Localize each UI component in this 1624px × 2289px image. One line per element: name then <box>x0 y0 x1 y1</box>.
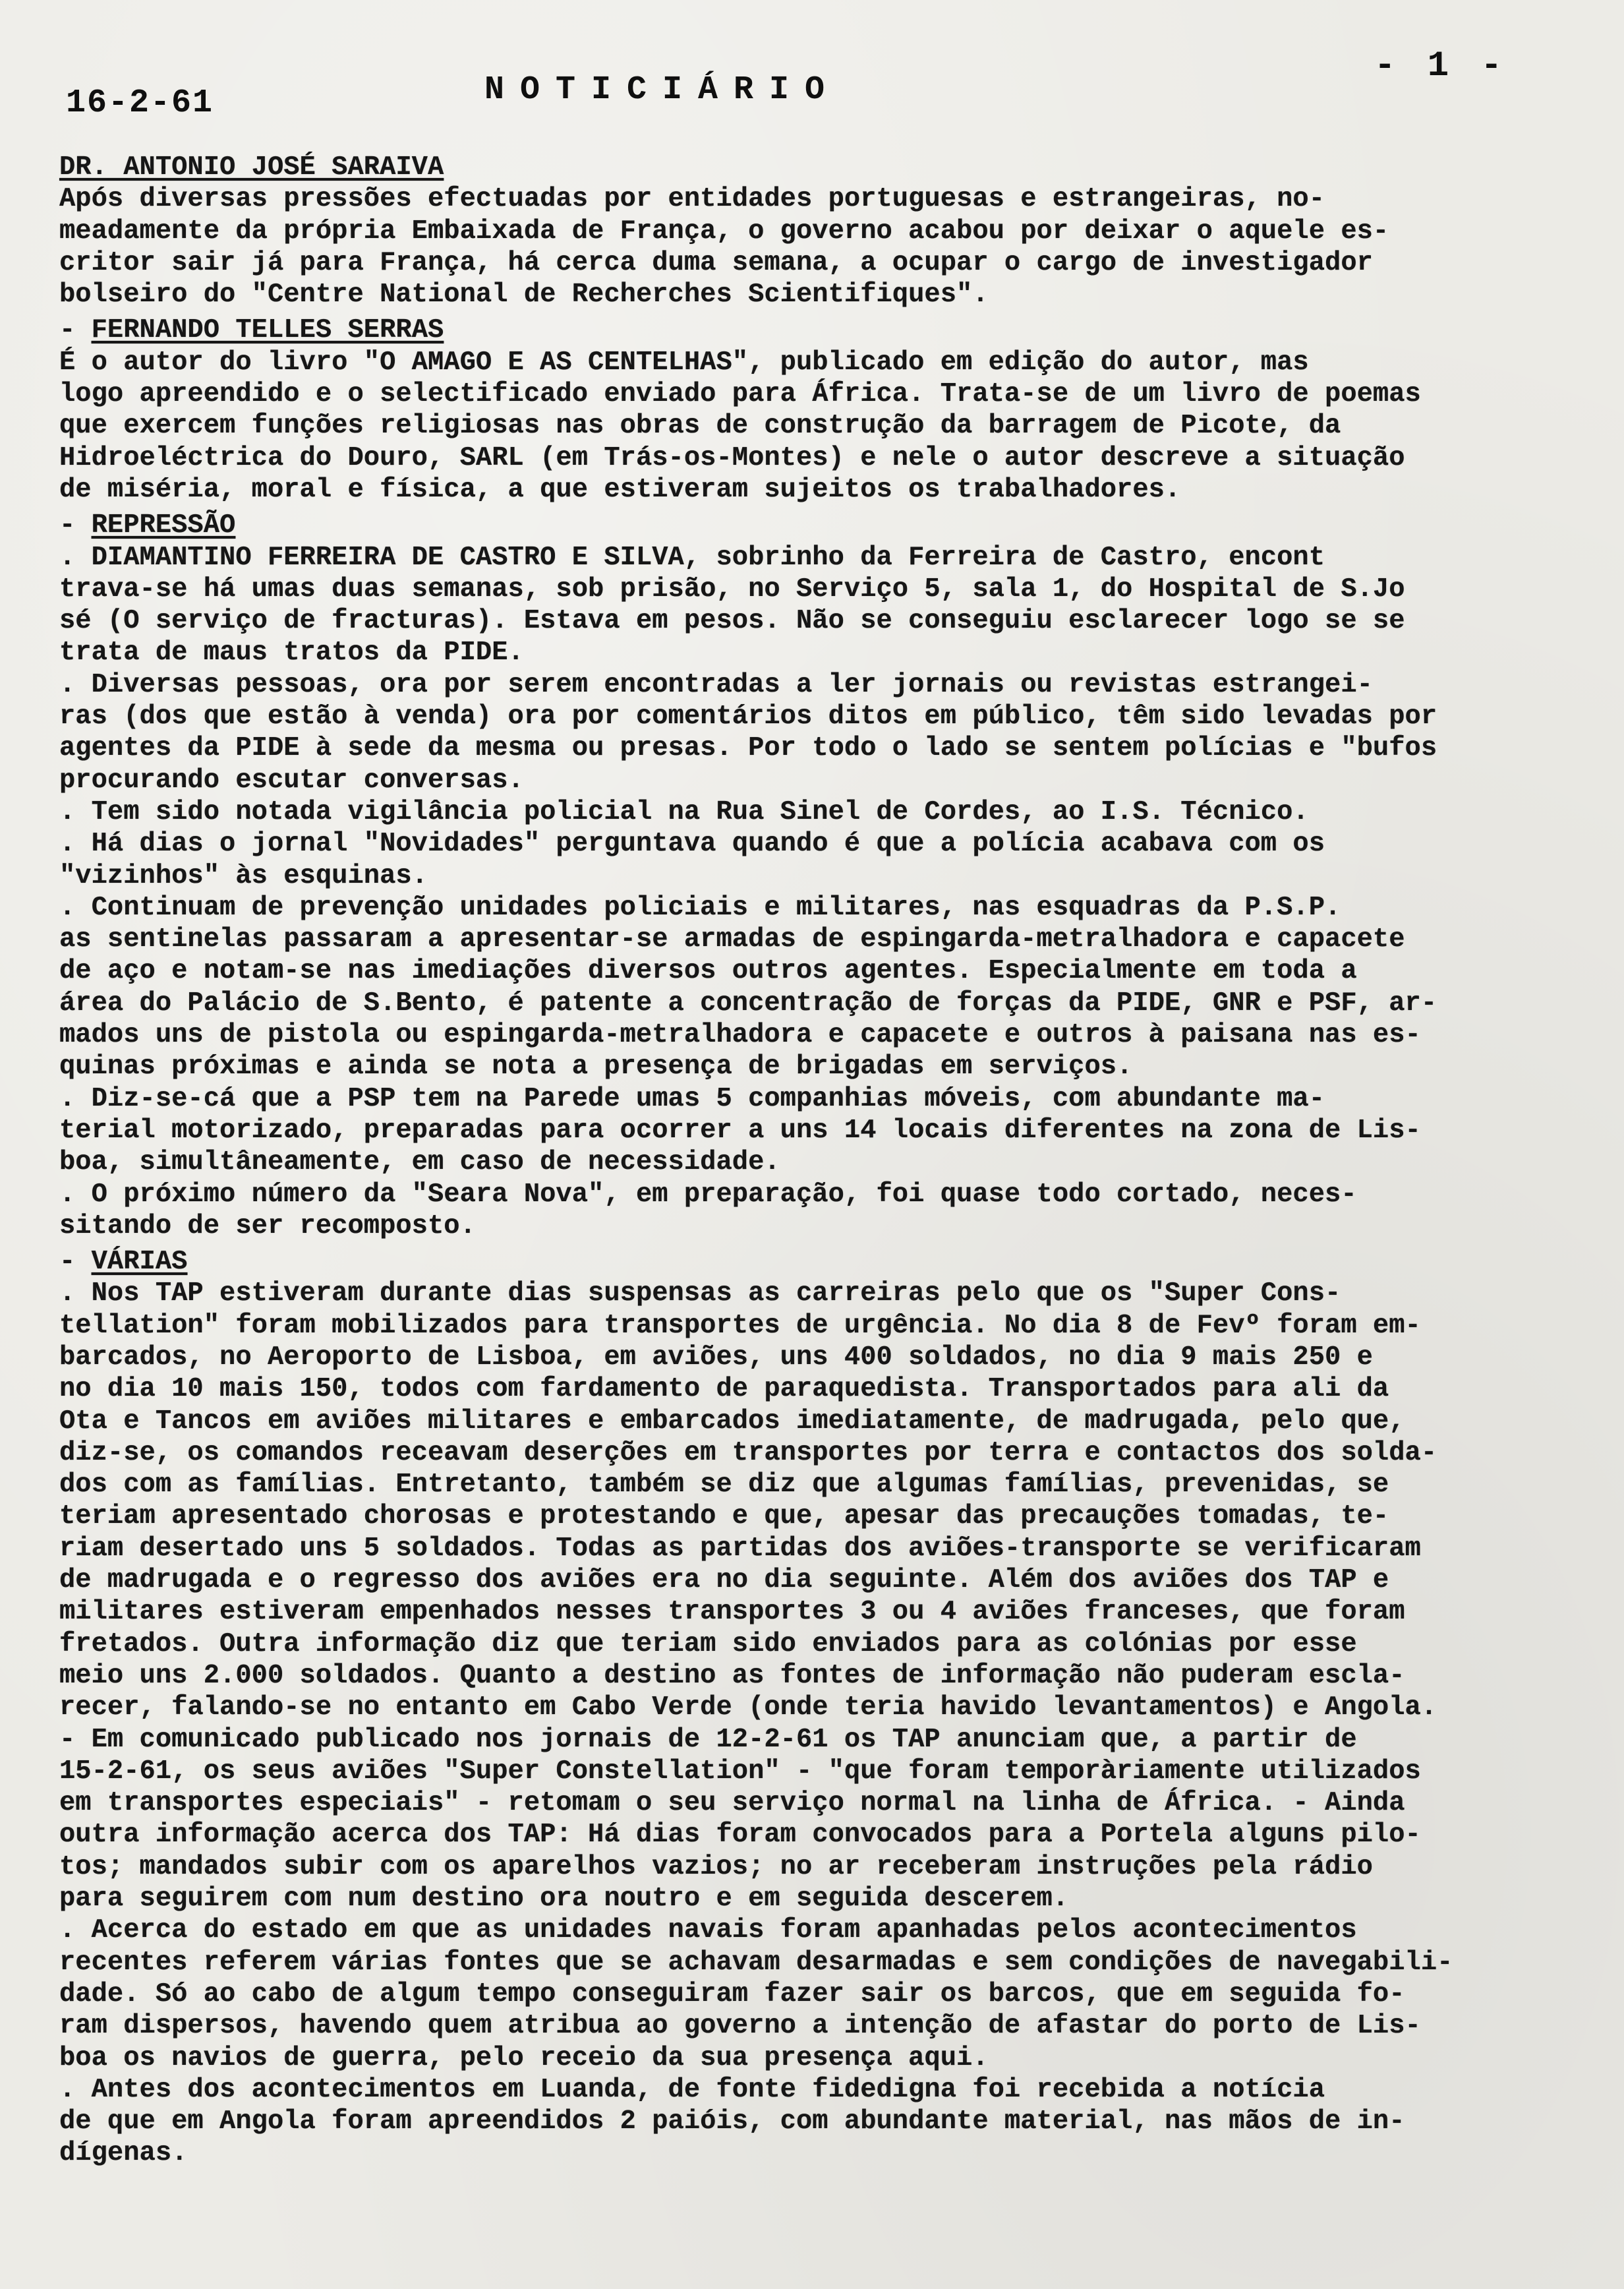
text-line: critor sair já para França, há cerca duma semana, a ocupar o cargo de investigador <box>59 247 1373 278</box>
text-line: dos com as famílias. Entretanto, também se diz que algumas famílias, prevenidas, se <box>59 1470 1389 1501</box>
text-line: mados uns de pistola ou espingarda-metralhadora e capacete e outros à paisana nas es- <box>59 1020 1421 1051</box>
section-varias <box>59 1246 1602 2170</box>
text-line: - Em comunicado publicado nos jornais de 12-2-61 os TAP anunciam que, a partir de <box>59 1724 1357 1755</box>
text-line: tos; mandados subir com os aparelhos vazios; no ar receberam instruções pela rádio <box>59 1851 1373 1882</box>
text-line: teriam apresentado chorosas e protestando e que, apesar das precauções tomadas, te- <box>59 1501 1389 1532</box>
text-line: boa os navios de guerra, pelo receio da sua presença aqui. <box>59 2042 989 2073</box>
text-line: de que em Angola foram apreendidos 2 paióis, com abundante material, nas mãos de in- <box>59 2106 1405 2137</box>
text-line: . Há dias o jornal "Novidades" perguntava quando é que a polícia acabava com os <box>59 829 1325 860</box>
text-line: diz-se, os comandos receavam deserções em transportes por terra e contactos dos solda- <box>59 1437 1437 1468</box>
text-line: 15-2-61, os seus aviões "Super Constellation" - "que foram temporàriamente utilizados <box>59 1756 1421 1787</box>
text-line: sitando de ser recomposto. <box>59 1210 476 1241</box>
text-line: recentes referem várias fontes que se achavam desarmadas e sem condições de navegabili- <box>59 1947 1453 1978</box>
text-line: barcados, no Aeroporto de Lisboa, em aviões, uns 400 soldados, no dia 9 mais 250 e <box>59 1342 1373 1373</box>
text-line: . Diversas pessoas, ora por serem encontradas a ler jornais ou revistas estrangei- <box>59 669 1373 700</box>
text-line: de madrugada e o regresso dos aviões era no dia seguinte. Além dos aviões dos TAP e <box>59 1565 1389 1596</box>
section-heading: DR. ANTONIO JOSÉ SARAIVA <box>59 152 444 183</box>
section-telles-serras <box>59 314 1602 506</box>
text-line: recer, falando-se no entanto em Cabo Verde (onde teria havido levantamentos) e Angola. <box>59 1692 1437 1723</box>
text-line: agentes da PIDE à sede da mesma ou presas. Por todo o lado se sentem polícias e "bufos <box>59 733 1437 764</box>
text-line: meadamente da própria Embaixada de França, o governo acabou por deixar o aquele es- <box>59 216 1389 247</box>
section-repressao <box>59 510 1602 1242</box>
text-line: fretados. Outra informação diz que teriam sido enviados para as colónias por esse <box>59 1628 1357 1659</box>
text-line: de miséria, moral e física, a que estiveram sujeitos os trabalhadores. <box>59 474 1181 505</box>
text-line: . DIAMANTINO FERREIRA DE CASTRO E SILVA, sobrinho da Ferreira de Castro, encont <box>59 542 1325 573</box>
text-line: . Diz-se-cá que a PSP tem na Parede umas 5 companhias móveis, com abundante ma- <box>59 1083 1325 1114</box>
text-line: meio uns 2.000 soldados. Quanto a destino as fontes de informação não puderam escla- <box>59 1660 1405 1691</box>
text-line: militares estiveram empenhados nesses transportes 3 ou 4 aviões franceses, que foram <box>59 1597 1405 1628</box>
text-line: ras (dos que estão à venda) ora por comentários ditos em público, têm sido levadas por <box>59 701 1437 732</box>
text-line: . O próximo número da "Seara Nova", em preparação, foi quase todo cortado, neces- <box>59 1179 1357 1210</box>
text-line: riam desertado uns 5 soldados. Todas as partidas dos aviões-transporte se verificaram <box>59 1533 1421 1564</box>
text-line: logo apreendido e o selectificado enviado para África. Trata-se de um livro de poemas <box>59 379 1421 410</box>
text-line: trava-se há umas duas semanas, sob prisão, no Serviço 5, sala 1, do Hospital de S.Jo <box>59 574 1405 605</box>
text-line: as sentinelas passaram a apresentar-se armadas de espingarda-metralhadora e capacete <box>59 924 1405 955</box>
text-line: . Continuam de prevenção unidades policiais e militares, nas esquadras da P.S.P. <box>59 892 1341 923</box>
text-line: . Nos TAP estiveram durante dias suspensas as carreiras pelo que os "Super Cons- <box>59 1278 1341 1309</box>
document-body <box>59 152 1602 2170</box>
text-line: procurando escutar conversas. <box>59 765 524 796</box>
text-line: que exercem funções religiosas nas obras de construção da barragem de Picote, da <box>59 411 1341 442</box>
section-heading: - VÁRIAS <box>59 1247 188 1278</box>
text-line: bolseiro do "Centre National de Recherches Scientifiques". <box>59 280 989 311</box>
text-line: dígenas. <box>59 2138 188 2169</box>
document-title: NOTICIÁRIO <box>484 71 841 109</box>
text-line: É o autor do livro "O AMAGO E AS CENTELHAS", publicado em edição do autor, mas <box>59 347 1309 378</box>
text-line: quinas próximas e ainda se nota a presença de brigadas em serviços. <box>59 1052 1133 1083</box>
text-line: tellation" foram mobilizados para transportes de urgência. No dia 8 de Fevº foram em- <box>59 1310 1421 1341</box>
document-date: 16-2-61 <box>66 84 214 122</box>
page-number: - 1 - <box>1374 46 1508 86</box>
text-line: . Tem sido notada vigilância policial na Rua Sinel de Cordes, ao I.S. Técnico. <box>59 796 1309 827</box>
text-line: dade. Só ao cabo de algum tempo conseguiram fazer sair os barcos, que em seguida fo- <box>59 1978 1405 2009</box>
section-heading: - REPRESSÃO <box>59 510 236 541</box>
text-line: . Antes dos acontecimentos em Luanda, de fonte fidedigna foi recebida a notícia <box>59 2074 1325 2105</box>
text-line: "vizinhos" às esquinas. <box>59 860 428 891</box>
section-heading: - FERNANDO TELLES SERRAS <box>59 315 444 346</box>
text-line: no dia 10 mais 150, todos com fardamento de paraquedista. Transportados para ali da <box>59 1374 1389 1405</box>
text-line: ram dispersos, havendo quem atribua ao governo a intenção de afastar do porto de Lis- <box>59 2011 1421 2042</box>
text-line: em transportes especiais" - retomam o seu serviço normal na linha de África. - Ainda <box>59 1788 1405 1819</box>
text-line: sé (O serviço de fracturas). Estava em pesos. Não se conseguiu esclarecer logo se se <box>59 606 1405 637</box>
text-line: boa, simultâneamente, em caso de necessidade. <box>59 1147 780 1178</box>
text-line: para seguirem com num destino ora noutro e em seguida descerem. <box>59 1884 1069 1915</box>
text-line: outra informação acerca dos TAP: Há dias foram convocados para a Portela alguns pilo- <box>59 1820 1421 1851</box>
text-line: trata de maus tratos da PIDE. <box>59 638 524 669</box>
text-line: terial motorizado, preparadas para ocorrer a uns 14 locais diferentes na zona de Lis- <box>59 1115 1421 1146</box>
text-line: Hidroeléctrica do Douro, SARL (em Trás-os-Montes) e nele o autor descreve a situação <box>59 442 1405 473</box>
text-line: Ota e Tancos em aviões militares e embarcados imediatamente, de madrugada, pelo que, <box>59 1406 1405 1437</box>
text-line: de aço e notam-se nas imediações diversos outros agentes. Especialmente em toda a <box>59 956 1357 987</box>
section-saraiva <box>59 152 1602 311</box>
text-line: Após diversas pressões efectuadas por entidades portuguesas e estrangeiras, no- <box>59 184 1325 215</box>
text-line: . Acerca do estado em que as unidades navais foram apanhadas pelos acontecimentos <box>59 1915 1357 1946</box>
text-line: área do Palácio de S.Bento, é patente a concentração de forças da PIDE, GNR e PSF, ar- <box>59 988 1437 1019</box>
